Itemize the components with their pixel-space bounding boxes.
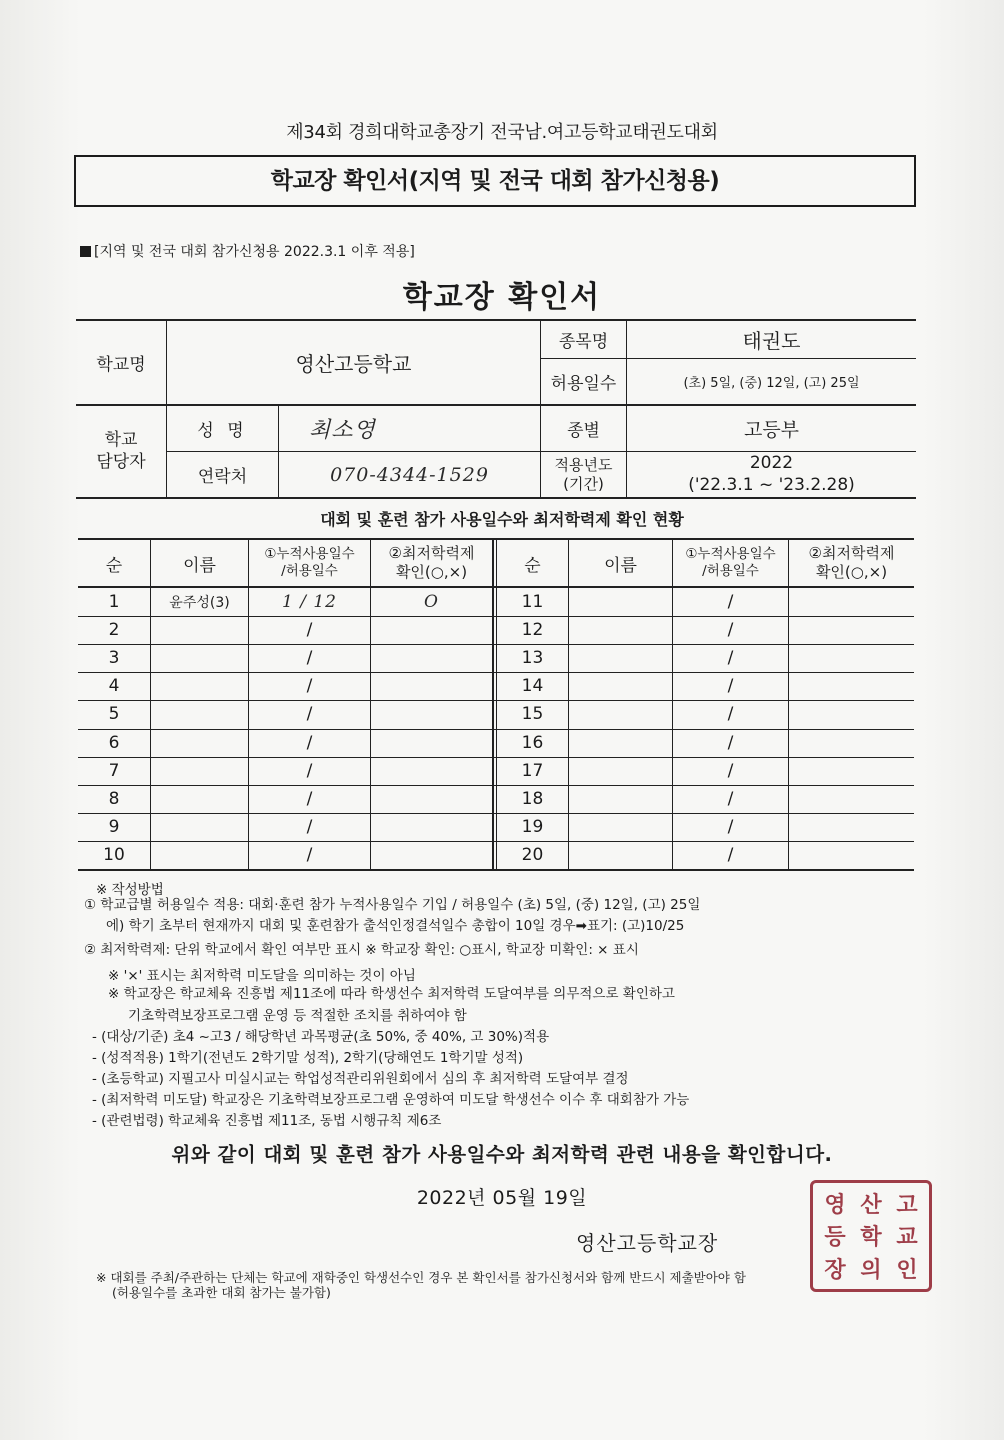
method-line-6: 기초학력보장프로그램 운영 등 적절한 조치를 취하여야 함: [128, 1008, 467, 1024]
method-line-2: 에) 학기 초부터 현재까지 대회 및 훈련참가 출석인정결석일수 총합이 10일 경우➡표기: (고)10/25: [106, 918, 685, 934]
table-row-right-4-seq: 14: [521, 676, 544, 697]
form-title: 학교장 확인서: [402, 280, 602, 315]
table-row-right-1-seq: 11: [521, 592, 544, 613]
category-value: 고등부: [743, 419, 800, 441]
table-row-right-1-check: [789, 588, 914, 616]
seal-char-7: 장: [824, 1257, 846, 1284]
header-days-right-line-1: ①누적사용일수: [685, 546, 776, 563]
table-row-left-3-name: [151, 644, 248, 672]
header-academic-right-line-1: ②최저학력제: [808, 544, 895, 563]
header-seq-left: 순: [105, 555, 123, 576]
table-row-left-5-seq: 5: [108, 704, 120, 725]
header-academic-right-line-2: 확인(○,×): [815, 563, 888, 581]
manager-label-line-2: 담당자: [96, 451, 146, 472]
method-line-9: - (초등학교) 지필고사 미실시교는 학업성적관리위원회에서 심의 후 최저학력 도달여부 결정: [92, 1071, 629, 1087]
contact-value: 070-4344-1529: [330, 463, 489, 486]
header-days-left-line-2: /허용일수: [281, 563, 338, 579]
table-row-left-2-name: [151, 616, 248, 644]
name-label: 성 명: [197, 421, 248, 441]
table-row-left-7-seq: 7: [108, 760, 120, 781]
method-line-8: - (성적적용) 1학기(전년도 2학기말 성적), 2학기(당해연도 1학기말 성적): [92, 1050, 524, 1066]
table-row-right-10-days: /: [727, 844, 734, 865]
header-academic-left-line-1: ②최저학력제: [388, 544, 475, 563]
year-value: [627, 452, 916, 497]
table-row-left-4-check: [371, 672, 492, 700]
issue-date: 2022년 05월 19일: [416, 1187, 588, 1209]
table-row-left-3-days: /: [306, 648, 313, 669]
table-row-left-3-seq: 3: [108, 648, 120, 669]
table-row-left-2-check: [371, 616, 492, 644]
table-row-left-8-check: [371, 785, 492, 813]
manager-label-line-1: 학교: [104, 430, 138, 451]
apply-note-text: [지역 및 전국 대회 참가신청용 2022.3.1 이후 적용]: [94, 244, 415, 260]
footnote-line-2: (허용일수를 초과한 대회 참가는 불가함): [112, 1285, 331, 1300]
table-row-left-4-seq: 4: [108, 676, 120, 697]
table-row-right-10-seq: 20: [521, 844, 544, 865]
contact-label: 연락처: [197, 467, 248, 487]
table-row-right-3-check: [789, 644, 914, 672]
header-name-left: 이름: [183, 555, 216, 576]
table-row-left-1-name: 윤주성(3): [169, 595, 230, 612]
header-academic-left: [371, 540, 492, 586]
table-row-right-2-name: [569, 616, 672, 644]
table-row-left-7-days: /: [306, 760, 313, 781]
year-label-line-2: (기간): [563, 474, 604, 493]
table-row-left-8-days: /: [306, 788, 313, 809]
table-row-left-1-check: O: [424, 592, 439, 613]
seal-characters: [817, 1187, 925, 1285]
method-line-1: ① 학교급별 허용일수 적용: 대회·훈련 참가 누적사용일수 기입 / 허용일수 (초) 5일, (중) 12일, (고) 25일: [84, 897, 701, 913]
table-row-right-3-seq: 13: [521, 648, 544, 669]
table-row-left-6-name: [151, 729, 248, 757]
table-row-left-1-seq: 1: [108, 592, 120, 613]
table-row-right-7-seq: 17: [521, 760, 544, 781]
category-label: 종별: [567, 421, 600, 441]
table-row-right-9-name: [569, 813, 672, 841]
header-days-right: [673, 540, 788, 586]
table-row-right-7-name: [569, 757, 672, 785]
seal-char-2: 산: [860, 1191, 882, 1218]
table-row-left-5-check: [371, 700, 492, 728]
seal-char-4: 등: [824, 1224, 846, 1251]
method-header: ※ 작성방법: [96, 882, 164, 898]
table-row-left-4-name: [151, 672, 248, 700]
table-row-left-7-check: [371, 757, 492, 785]
table-row-right-3-days: /: [727, 648, 734, 669]
table-row-left-7-name: [151, 757, 248, 785]
event-value: 태권도: [742, 329, 801, 353]
document-title-box: 학교장 확인서(지역 및 전국 대회 참가신청용): [74, 155, 916, 207]
year-value-period: ('22.3.1 ~ '23.2.28): [688, 474, 855, 495]
year-label: [541, 452, 626, 497]
table-row-right-8-days: /: [727, 788, 734, 809]
name-value: 최소영: [309, 418, 376, 443]
table-row-left-9-days: /: [306, 816, 313, 837]
official-seal-stamp: [810, 1180, 932, 1292]
allowed-days-label: 허용일수: [550, 374, 617, 394]
seal-char-6: 교: [896, 1224, 918, 1251]
method-line-10: - (최저학력 미도달) 학교장은 기초학력보장프로그램 운영하여 미도달 학생선수 이수 후 대회참가 가능: [92, 1092, 690, 1108]
table-row-right-2-check: [789, 616, 914, 644]
table-row-left-8-name: [151, 785, 248, 813]
table-row-right-5-check: [789, 700, 914, 728]
table-row-left-4-days: /: [306, 676, 313, 697]
table-row-right-8-seq: 18: [521, 788, 544, 809]
status-title: 대회 및 훈련 참가 사용일수와 최저학력제 확인 현황: [320, 510, 684, 529]
table-row-right-10-check: [789, 841, 914, 869]
table-row-right-5-days: /: [727, 704, 734, 725]
header-name-right: 이름: [604, 555, 637, 576]
table-row-right-10-name: [569, 841, 672, 869]
table-row-right-1-name: [569, 588, 672, 616]
table-row-left-10-days: /: [306, 844, 313, 865]
principal-name: 영산고등학교장: [576, 1231, 719, 1255]
year-value-year: 2022: [749, 453, 794, 474]
allowed-days-value: (초) 5일, (중) 12일, (고) 25일: [683, 376, 860, 391]
table-row-left-10-check: [371, 841, 492, 869]
event-title: 제34회 경희대학교총장기 전국남.여고등학교태권도대회: [286, 122, 718, 143]
table-row-left-3-check: [371, 644, 492, 672]
header-seq-right: 순: [524, 555, 541, 576]
table-row-left-2-days: /: [306, 620, 313, 641]
table-row-right-2-seq: 12: [521, 620, 544, 641]
table-row-right-3-name: [569, 644, 672, 672]
table-row-right-8-name: [569, 785, 672, 813]
footnote-line-1: ※ 대회를 주최/주관하는 단체는 학교에 재학중인 학생선수인 경우 본 확인서를 참가신청서와 함께 반드시 제출받아야 함: [96, 1270, 746, 1285]
table-row-right-9-seq: 19: [521, 816, 544, 837]
table-row-right-5-name: [569, 700, 672, 728]
method-line-3: ② 최저학력제: 단위 학교에서 확인 여부만 표시 ※ 학교장 확인: ○표시, 학교장 미확인: × 표시: [84, 942, 639, 958]
table-row-right-1-days: /: [727, 592, 734, 613]
method-line-11: - (관련법령) 학교체육 진흥법 제11조, 동법 시행규칙 제6조: [92, 1113, 442, 1129]
table-row-left-8-seq: 8: [108, 788, 120, 809]
table-row-left-10-name: [151, 841, 248, 869]
event-label: 종목명: [558, 332, 609, 352]
seal-char-9: 인: [896, 1257, 918, 1284]
header-academic-right: [789, 540, 914, 586]
apply-note: [80, 241, 415, 261]
seal-char-1: 영: [824, 1191, 846, 1218]
table-row-left-2-seq: 2: [108, 620, 120, 641]
table-row-left-6-check: [371, 729, 492, 757]
seal-char-3: 고: [896, 1191, 918, 1218]
seal-char-5: 학: [860, 1224, 882, 1251]
table-row-right-4-check: [789, 672, 914, 700]
seal-char-8: 의: [860, 1257, 882, 1284]
table-row-left-9-name: [151, 813, 248, 841]
table-row-right-9-days: /: [727, 816, 734, 837]
table-row-right-6-check: [789, 729, 914, 757]
confirm-statement: 위와 같이 대회 및 훈련 참가 사용일수와 최저학력 관련 내용을 확인합니다.: [171, 1143, 833, 1166]
square-bullet-icon: [80, 246, 91, 257]
table-row-right-6-seq: 16: [521, 732, 544, 753]
table-row-right-6-name: [569, 729, 672, 757]
table-row-left-6-days: /: [306, 732, 313, 753]
manager-label: [76, 406, 166, 497]
table-row-right-5-seq: 15: [521, 704, 544, 725]
table-row-right-8-check: [789, 785, 914, 813]
method-line-5: ※ 학교장은 학교체육 진흥법 제11조에 따라 학생선수 최저학력 도달여부를 의무적으로 확인하고: [108, 986, 675, 1002]
table-row-left-10-seq: 10: [103, 844, 125, 865]
table-row-left-1-days: 1 / 12: [282, 592, 337, 613]
method-line-4: ※ '×' 표시는 최저학력 미도달을 의미하는 것이 아님: [108, 968, 416, 984]
table-row-right-2-days: /: [727, 620, 734, 641]
table-row-right-7-days: /: [727, 760, 734, 781]
header-days-left: [249, 540, 370, 586]
table-row-left-9-seq: 9: [108, 816, 120, 837]
school-name-value: 영산고등학교: [295, 352, 412, 376]
table-row-right-7-check: [789, 757, 914, 785]
table-row-left-5-days: /: [306, 704, 313, 725]
year-label-line-1: 적용년도: [554, 455, 613, 474]
table-row-left-9-check: [371, 813, 492, 841]
table-row-left-5-name: [151, 700, 248, 728]
header-days-left-line-1: ①누적사용일수: [264, 546, 355, 563]
table-row-right-4-name: [569, 672, 672, 700]
header-academic-left-line-2: 확인(○,×): [395, 563, 468, 581]
method-line-7: - (대상/기준) 초4 ~고3 / 해당학년 과목평균(초 50%, 중 40%, 고 30%)적용: [92, 1029, 550, 1045]
table-row-right-9-check: [789, 813, 914, 841]
school-name-label: 학교명: [96, 355, 146, 375]
table-row-right-6-days: /: [727, 732, 734, 753]
table-row-left-6-seq: 6: [108, 732, 120, 753]
table-row-right-4-days: /: [727, 676, 734, 697]
header-days-right-line-2: /허용일수: [702, 563, 759, 579]
